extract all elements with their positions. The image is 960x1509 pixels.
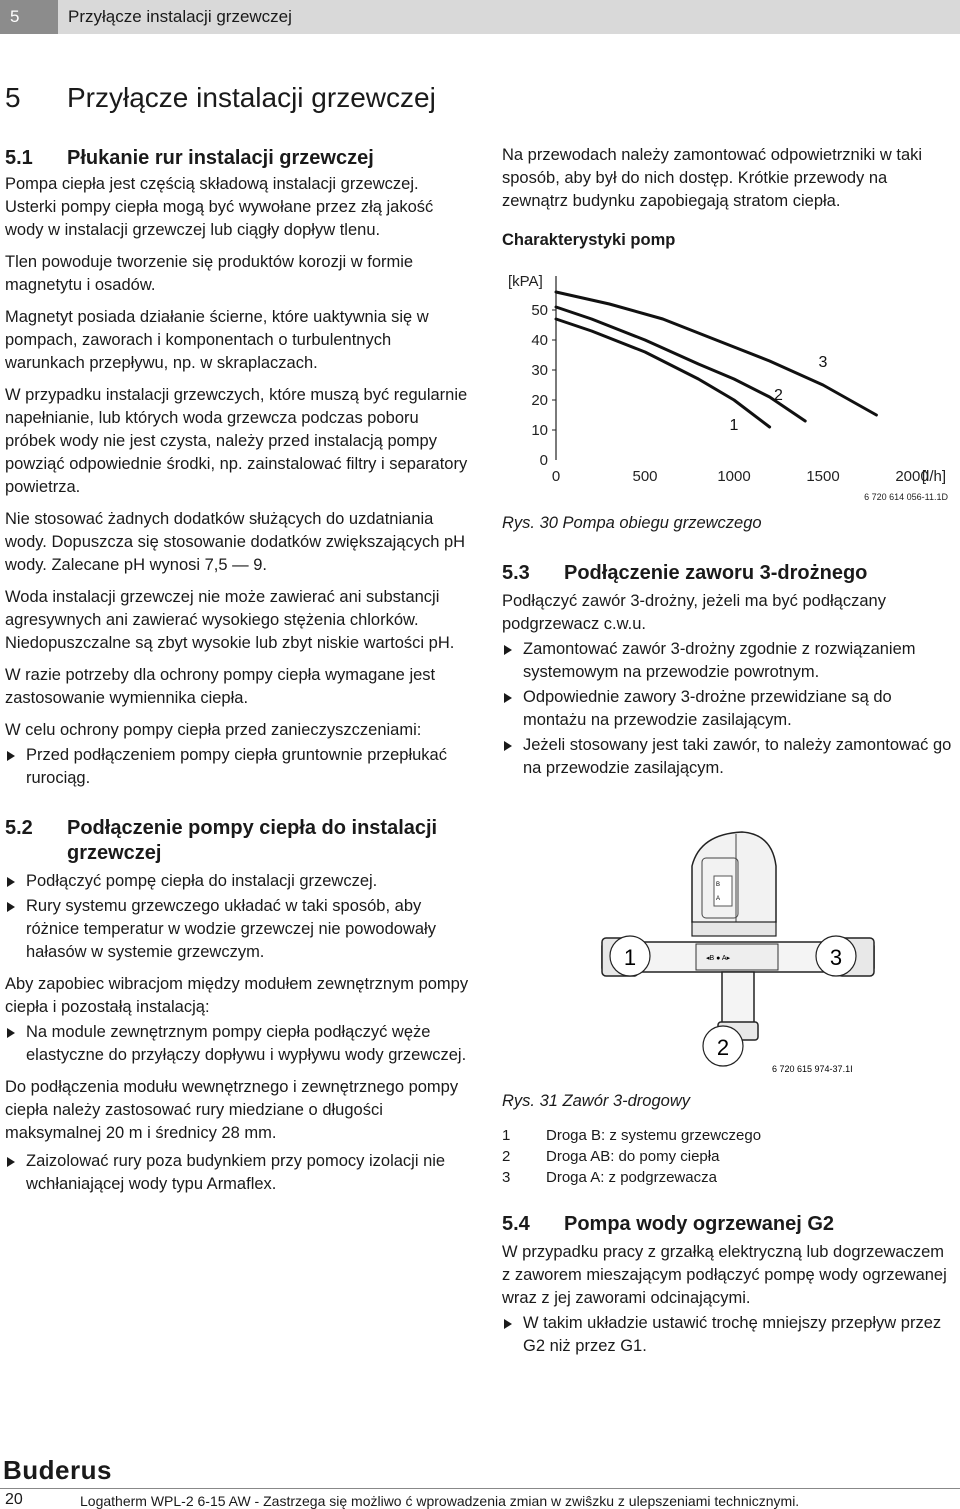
x-axis-label: [l/h] <box>921 468 946 485</box>
legend-key: 1 <box>502 1127 511 1144</box>
paragraph: Nie stosować żadnych dodatków służących do uzdatniania wody. Dopuszcza się stosowanie dodatków zwiększających pH wody. Zalecane pH wynosi 7,5 — 9. <box>5 510 466 574</box>
legend-key: 3 <box>502 1169 511 1186</box>
x-tick-label: 1000 <box>717 468 751 485</box>
paragraph: Na przewodach należy zamontować odpowietrzniki w taki sposób, aby był do nich dostęp. Krótkie przewody na zewnątrz budynku zapobiegają stratom ciepła. <box>502 146 923 210</box>
three-way-valve-figure <box>596 826 886 1082</box>
bullet-item: Zamontować zawór 3-drożny zgodnie z rozwiązaniem systemowym na przewodzie powrotnym. <box>502 638 954 684</box>
pump-curve-3 <box>556 292 876 415</box>
legend-item <box>502 1146 954 1167</box>
section-number: 5.3 <box>502 562 530 584</box>
chapter-title-text: Przyłącze instalacji grzewczej <box>67 82 436 113</box>
pump-curve-2 <box>556 307 805 421</box>
section-5-1-heading <box>5 146 470 171</box>
section-title: Pompa wody ogrzewanej G2 <box>564 1213 835 1235</box>
paragraph: W przypadku instalacji grzewczych, które muszą być regularnie napełnianie, lub których woda grzewcza podczas poboru próbek wody nie jest czysta, należy przed instalacją pompy powziąć odpowiednie środki, np. zainstalować filtry i separatory powietrza. <box>5 386 468 496</box>
bullet-item: Jeżeli stosowany jest taki zawór, to należy zamontować go na przewodzie zasilającym. <box>502 734 954 780</box>
section-5-3-heading <box>502 561 954 586</box>
y-tick-label: 20 <box>531 392 548 409</box>
valve-label-3: 3 <box>829 945 843 970</box>
legend-key: 2 <box>502 1148 511 1165</box>
footer-divider <box>0 1488 960 1489</box>
figure-31-caption: Rys. 31 Zawór 3-drogowy <box>502 1092 690 1110</box>
legend-item <box>502 1125 954 1146</box>
y-tick-label: 0 <box>539 452 548 469</box>
section-title: Podłączenie pompy ciepła do instalacji grzewczej <box>67 817 438 864</box>
y-axis-label: [kPA] <box>508 273 543 290</box>
section-title: Płukanie rur instalacji grzewczej <box>67 147 374 169</box>
paragraph: Pompa ciepła jest częścią składową instalacji grzewczej. Usterki pompy ciepła mogą być wywołane przez złą jakość wody w instalacji grzewczej lub ciągły dopływ tlenu. <box>5 175 434 239</box>
x-tick-label: 0 <box>551 468 561 485</box>
right-column <box>502 144 954 252</box>
legend-item <box>502 1167 954 1188</box>
curve-label-2: 2 <box>774 387 783 404</box>
x-tick-label: 2000 <box>895 468 929 485</box>
y-tick-label: 50 <box>531 302 548 319</box>
curve-label-1: 1 <box>729 417 739 434</box>
paragraph: Podłączyć zawór 3-drożny, jeżeli ma być podłączany podgrzewacz c.w.u. <box>502 592 886 633</box>
footer-text: Logatherm WPL-2 6-15 AW - Zastrzega się możliwo ć wprowadzenia zmian w zwiŝzku z ulepszeniami technicznymi. <box>80 1493 800 1509</box>
valve-marking-b: B <box>716 882 721 888</box>
header-chapter-title: Przyłącze instalacji grzewczej <box>68 7 292 26</box>
x-tick-label: 500 <box>632 468 658 485</box>
bullet-item: W takim układzie ustawić trochę mniejszy przepływ przez G2 niż przez G1. <box>502 1312 954 1358</box>
page-number: 20 <box>5 1491 23 1508</box>
chapter-number: 5 <box>5 82 21 113</box>
right-column-lower <box>502 512 954 782</box>
valve-marking-a: A <box>716 896 721 902</box>
paragraph: W razie potrzeby dla ochrony pompy ciepła wymagane jest zastosowanie wymiennika ciepła. <box>5 666 436 707</box>
buderus-logo: Buderus <box>3 1455 112 1485</box>
header-chapter-number: 5 <box>0 0 58 34</box>
valve-flow-marking: ◂B ● A▸ <box>706 955 731 962</box>
figure-30-code: 6 720 614 056-11.1D <box>864 492 948 502</box>
figure-30-caption: Rys. 30 Pompa obiegu grzewczego <box>502 514 762 532</box>
valve-label-1: 1 <box>623 945 637 970</box>
figure-31-legend <box>502 1125 954 1188</box>
y-tick-label: 10 <box>531 422 548 439</box>
bullet-item: Rury systemu grzewczego układać w taki sposób, aby różnice temperatur w wodzie grzewczej nie powodowały hałasów w systemie grzewczym. <box>5 895 470 964</box>
right-column-bottom <box>502 1090 954 1360</box>
paragraph: Do podłączenia modułu wewnętrznego i zewnętrznego pompy ciepła należy zastosować rury miedziane o długości maksymalnej 20 m i średnicy 28 mm. <box>5 1078 459 1142</box>
legend-text: Droga A: z podgrzewacza <box>546 1169 717 1186</box>
paragraph: Aby zapobiec wibracjom między modułem zewnętrznym pompy ciepła i pozostałą instalacją: <box>5 975 469 1016</box>
legend-text: Droga B: z systemu grzewczego <box>546 1127 762 1144</box>
chart-heading: Charakterystyki pomp <box>502 231 676 249</box>
figure-31-code: 6 720 615 974-37.1I <box>772 1064 853 1074</box>
bullet-item: Odpowiednie zawory 3-drożne przewidziane są do montażu na przewodzie zasilającym. <box>502 686 954 732</box>
y-tick-label: 40 <box>531 332 548 349</box>
chapter-title <box>5 82 436 114</box>
left-column <box>5 146 470 1198</box>
section-number: 5.1 <box>5 147 33 169</box>
pump-curve-chart <box>500 268 956 508</box>
bullet-item: Przed podłączeniem pompy ciepła gruntownie przepłukać rurociąg. <box>5 744 470 790</box>
paragraph: Magnetyt posiada działanie ścierne, które uaktywnia się w pompach, zaworach i komponentach o turbulentnych warunkach przepływu, np. w skraplaczach. <box>5 308 429 372</box>
paragraph: W celu ochrony pompy ciepła przed zanieczyszczeniami: <box>5 721 422 739</box>
section-title: Podłączenie zaworu 3-drożnego <box>564 562 868 584</box>
bullet-item: Zaizolować rury poza budynkiem przy pomocy izolacji nie wchłaniającej wody typu Armaflex. <box>5 1150 470 1196</box>
legend-text: Droga AB: do pomy ciepła <box>546 1148 720 1165</box>
page-header <box>0 0 960 34</box>
valve-label-2: 2 <box>716 1035 730 1060</box>
valve-actuator-shape <box>692 832 776 926</box>
bullet-item: Na module zewnętrznym pompy ciepła podłączyć węże elastyczne do przyłączy dopływu i wypływu wody grzewczej. <box>5 1021 470 1067</box>
section-number: 5.4 <box>502 1213 530 1235</box>
x-tick-label: 1500 <box>806 468 840 485</box>
section-number: 5.2 <box>5 817 33 839</box>
bullet-item: Podłączyć pompę ciepła do instalacji grzewczej. <box>5 870 470 893</box>
pump-curve-1 <box>556 319 770 427</box>
curve-label-3: 3 <box>818 354 828 371</box>
section-5-2-heading <box>5 816 470 866</box>
paragraph: W przypadku pracy z grzałką elektryczną lub dogrzewaczem z zaworem mieszającym podłączyć pompę wody ogrzewanej wraz z jej zaworami odcinającymi. <box>502 1243 947 1307</box>
y-tick-label: 30 <box>531 362 548 379</box>
section-5-4-heading <box>502 1212 954 1237</box>
paragraph: Tlen powoduje tworzenie się produktów korozji w formie magnetytu i osadów. <box>5 253 414 294</box>
paragraph: Woda instalacji grzewczej nie może zawierać ani substancji agresywnych ani zawierać wysokiego stężenia chlorków. Niedopuszczalne są zbyt wysokie lub zbyt niskie wartości pH. <box>5 588 455 652</box>
